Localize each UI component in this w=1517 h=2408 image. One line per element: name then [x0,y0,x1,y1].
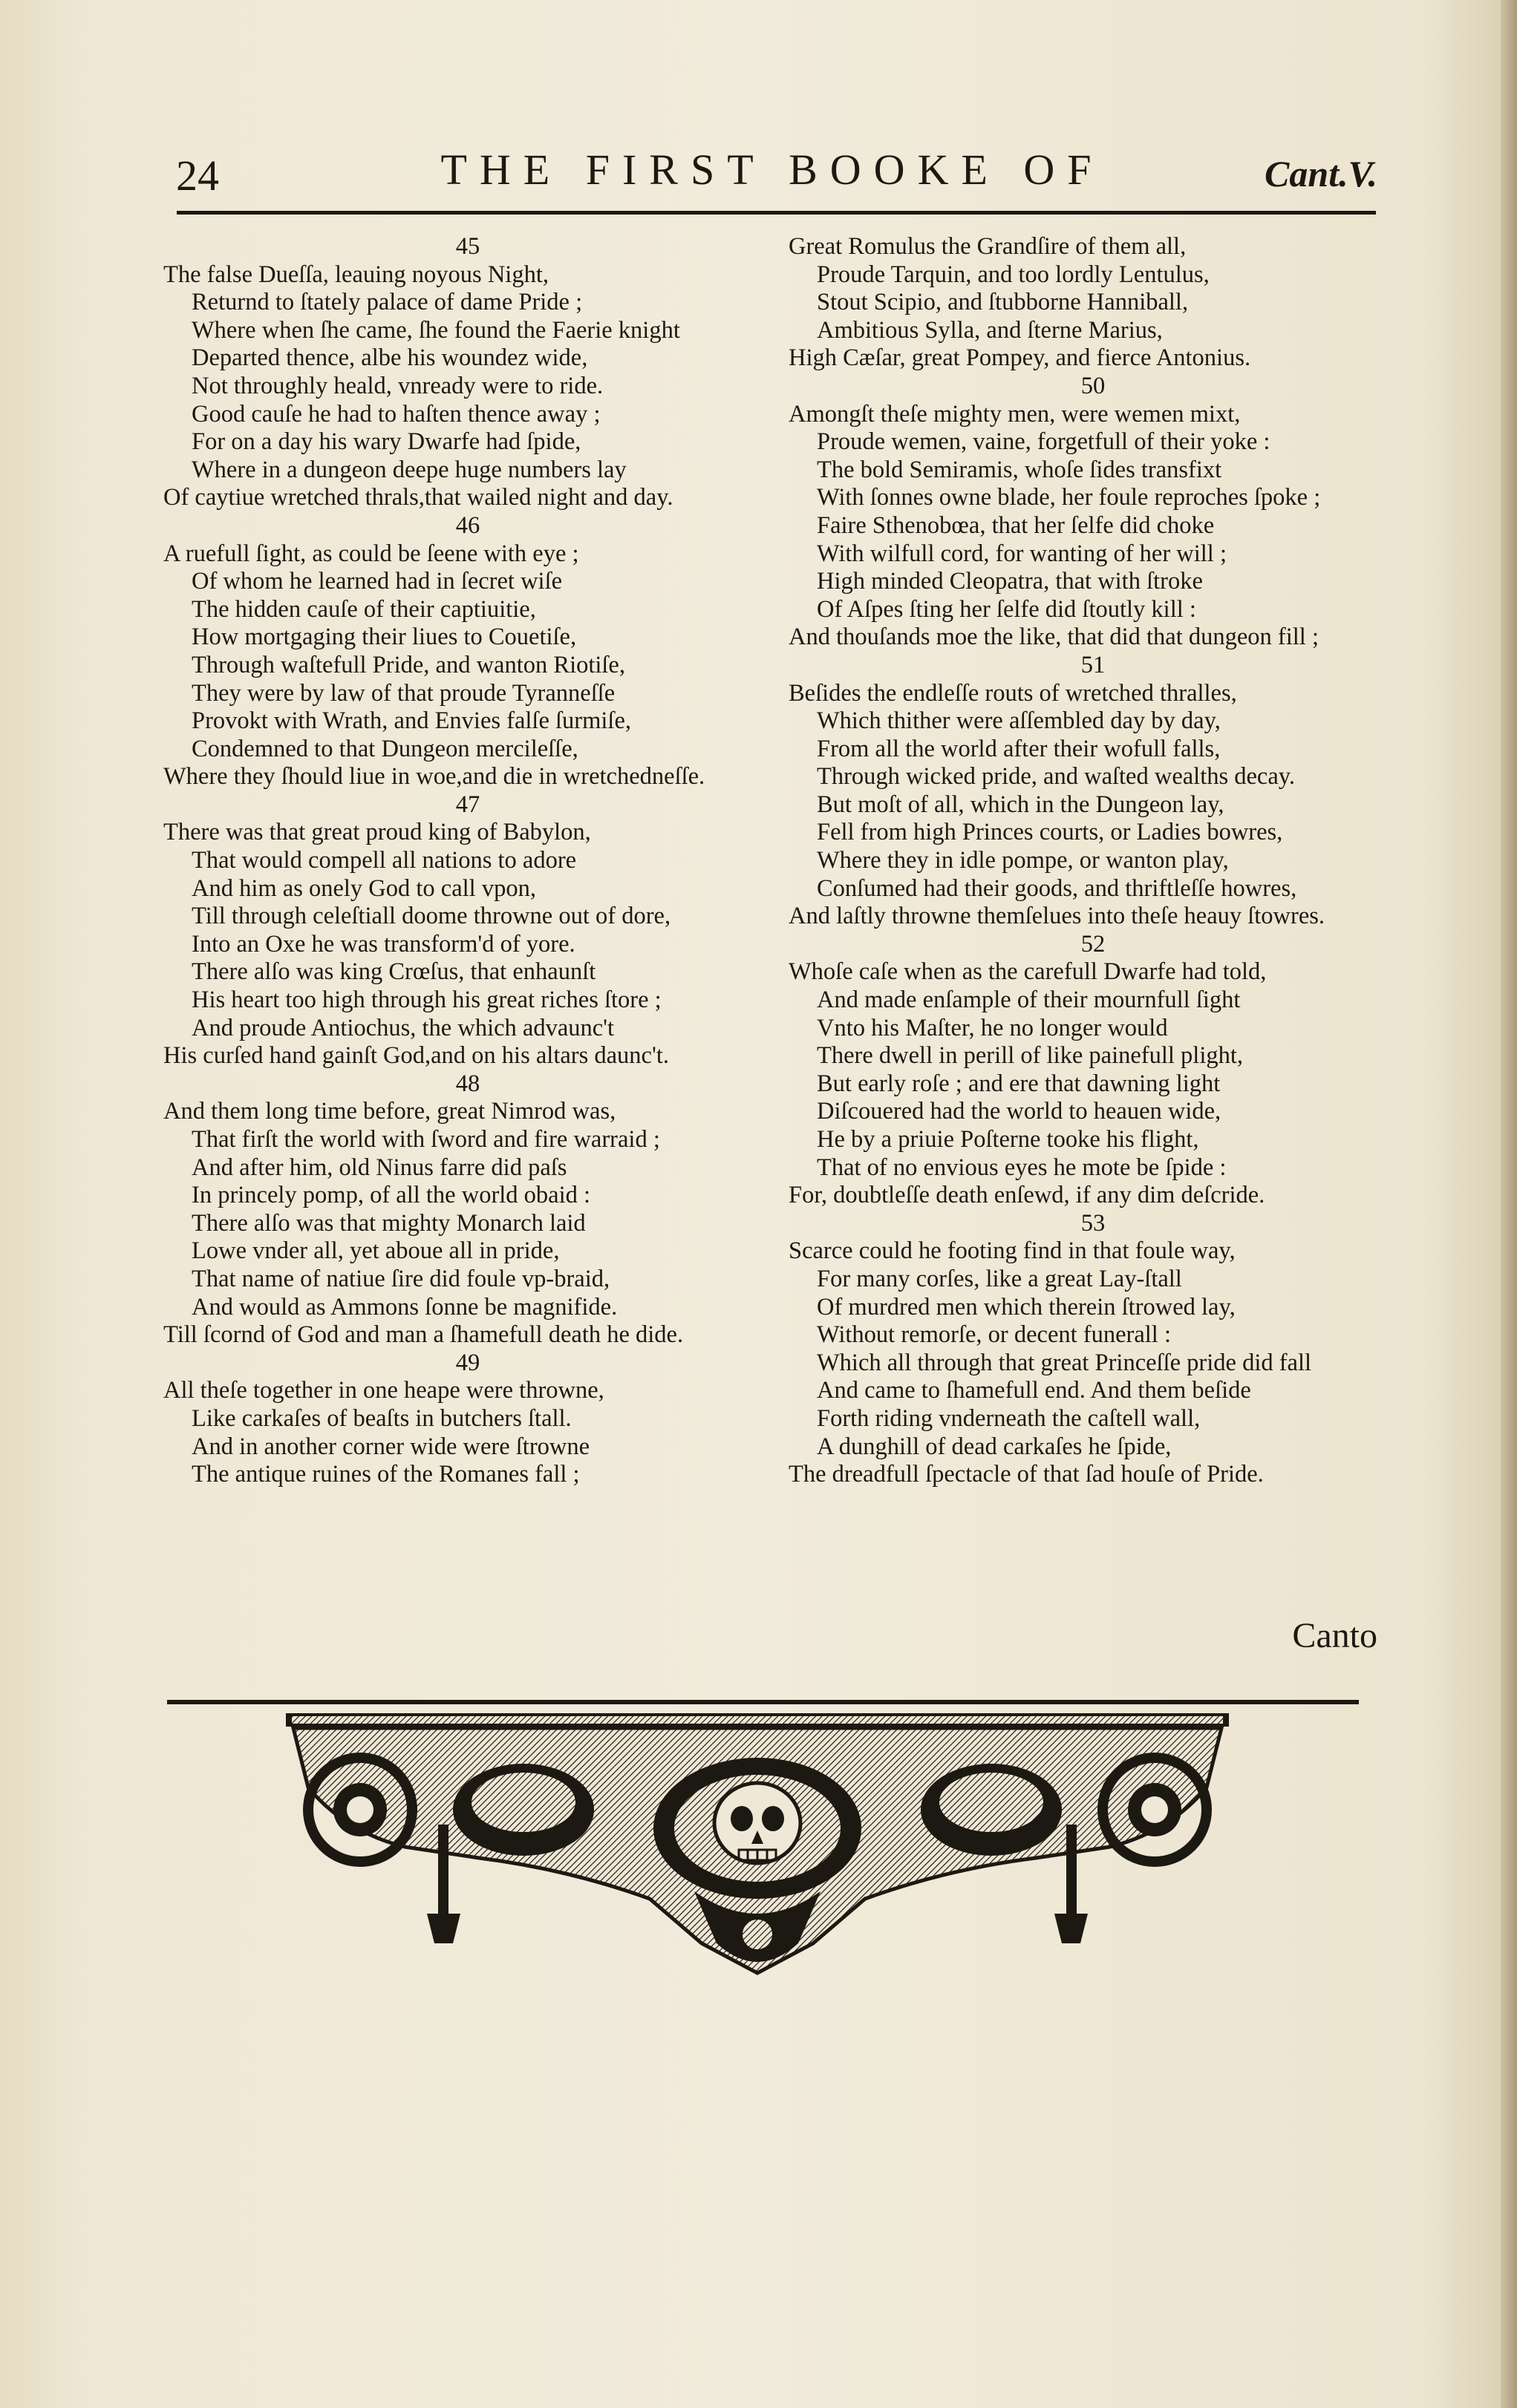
verse-line: High Cæſar, great Pompey, and fierce Antonius. [789,344,1251,372]
verse-line: Proude Tarquin, and too lordly Lentulus, [817,261,1210,288]
verse-line: For many corſes, like a great Lay-ſtall [817,1265,1182,1292]
verse-line: Ambitious Sylla, and ſterne Marius, [817,316,1163,344]
verse-line: Till through celeſtiall doome throwne out of dore, [192,903,671,930]
verse-line: The false Dueſſa, leauing noyous Night, [163,261,549,288]
verse-line: Of Aſpes ſting her ſelfe did ſtoutly kill : [817,595,1196,623]
verse-line: There dwell in perill of like painefull plight, [817,1042,1244,1070]
verse-line: How mortgaging their liues to Couetiſe, [192,624,577,651]
verse-line: Fell from high Princes courts, or Ladies bowres, [817,819,1283,846]
verse-line: Stout Scipio, and ſtubborne Hanniball, [817,289,1189,316]
stanza [789,233,1375,373]
verse-line: There alſo was king Crœſus, that enhaunſt [192,958,596,986]
verse-line: A dunghill of dead carkaſes he ſpide, [817,1433,1172,1460]
header-rule [177,211,1376,215]
verse-line: And proude Antiochus, the which advaunc't [192,1014,615,1041]
catchword: Canto [1292,1616,1377,1655]
verse-line: The bold Semiramis, whoſe ſides transfixt [817,456,1222,483]
stanza-number: 52 [1080,930,1106,958]
verse-line: Till ſcornd of God and man a ſhamefull death he dide. [163,1321,684,1349]
verse-line: Beſides the endleſſe routs of wretched thralles, [789,679,1237,707]
verse-line: Of whom he learned had in ſecret wiſe [192,568,563,595]
verse-line: Vnto his Maſter, he no longer would [817,1014,1168,1041]
verse-line: Condemned to that Dungeon mercileſſe, [192,735,578,762]
stanza [789,1210,1375,1489]
verse-line: Good cauſe he had to haſten thence away ; [192,400,601,428]
verse-line: There was that great proud king of Babylon, [163,819,591,846]
verse-line: That name of natiue ſire did foule vp-braid, [192,1265,610,1292]
verse-line: That of no envious eyes he mote be ſpide : [817,1154,1227,1181]
verse-line: Where they in idle pompe, or wanton play, [817,847,1229,874]
stanza-number: 53 [1080,1209,1106,1237]
verse-line: Through wicked pride, and waſted wealths decay. [817,763,1296,791]
verse-line: All theſe together in one heape were throwne, [163,1377,604,1404]
verse-line: And them long time before, great Nimrod was, [163,1098,616,1125]
stanza-number: 51 [1080,651,1106,678]
verse-line: Departed thence, albe his woundez wide, [192,344,588,372]
verse-line: Scarce could he footing find in that foule way, [789,1237,1236,1265]
verse-line: Provokt with Wrath, and Envies falſe ſurmiſe, [192,707,631,735]
verse-line: The dreadfull ſpectacle of that ſad houſe of Pride. [789,1461,1264,1488]
verse-line: And in another corner wide were ſtrowne [192,1433,590,1460]
running-title: THE FIRST BOOKE OF [440,145,1104,194]
skull-tailpiece-icon [278,1698,1236,1980]
verse-line: Without remorſe, or decent funerall : [817,1321,1171,1349]
verse-line: They were by law of that proude Tyranneſſe [192,679,616,707]
verse-line: A ruefull ſight, as could be ſeene with eye ; [163,540,579,567]
verse-line: Into an Oxe he was transform'd of yore. [192,930,575,958]
verse-line: Whoſe caſe when as the carefull Dwarfe had told, [789,958,1267,986]
verse-line: Diſcouered had the world to heauen wide, [817,1098,1221,1125]
verse-line: And would as Ammons ſonne be magnifide. [192,1293,618,1321]
canto-reference: Cant.V. [1265,153,1377,194]
verse-line: With ſonnes owne blade, her foule reproches ſpoke ; [817,484,1321,511]
stanza [163,512,750,791]
stanza-number: 45 [455,233,480,260]
verse-line: In princely pomp, of all the world obaid : [192,1182,591,1209]
verse-line: Lowe vnder all, yet aboue all in pride, [192,1237,560,1265]
verse-line: Faire Sthenobœa, that her ſelfe did choke [817,511,1215,539]
verse-line: And him as onely God to call vpon, [192,874,536,902]
verse-line: For on a day his wary Dwarfe had ſpide, [192,428,581,456]
stanza-number: 50 [1080,372,1106,399]
verse-line: And thouſands moe the like, that did that dungeon fill ; [789,624,1319,651]
verse-line: And after him, old Ninus farre did paſs [192,1154,567,1181]
stanza [163,791,750,1070]
verse-line: Where when ſhe came, ſhe found the Faerie knight [192,316,680,344]
verse-line: Great Romulus the Grandſire of them all, [789,233,1187,260]
verse-line: He by a priuie Poſterne tooke his flight, [817,1126,1199,1153]
verse-line: Through waſtefull Pride, and wanton Riotiſe, [192,651,625,678]
verse-line: Returnd to ſtately palace of dame Pride ; [192,289,583,316]
stanza-number: 48 [455,1070,480,1097]
verse-line: Of caytiue wretched thrals,that wailed night and day. [163,484,673,511]
page-number: 24 [176,151,219,200]
stanza-number: 49 [455,1349,480,1376]
verse-line: That firſt the world with ſword and fire warraid ; [192,1126,660,1153]
verse-line: Which thither were aſſembled day by day, [817,707,1221,735]
verse-line: But early roſe ; and ere that dawning light [817,1070,1221,1097]
verse-line: Proude wemen, vaine, forgetfull of their yoke : [817,428,1270,456]
stanza-number: 47 [455,791,480,818]
verse-line: And came to ſhamefull end. And them beſide [817,1377,1251,1404]
stanza-number: 46 [455,511,480,539]
page-header [167,145,1377,204]
verse-line: That would compell all nations to adore [192,847,577,874]
verse-line: And made enſample of their mournfull ſight [817,987,1241,1014]
verse-line: Amongſt theſe mighty men, were wemen mixt, [789,400,1241,428]
verse-line: Which all through that great Princeſſe pride did fall [817,1349,1312,1376]
stanza [163,1070,750,1349]
verse-line: Of murdred men which therein ſtrowed lay, [817,1293,1236,1321]
stanza [163,1349,750,1489]
page-binding [1501,0,1517,2408]
verse-line: Forth riding vnderneath the caſtell wall, [817,1404,1201,1432]
right-column [789,233,1375,1489]
verse-line: Like carkaſes of beaſts in butchers ſtall. [192,1404,572,1432]
verse-line: His heart too high through his great riches ſtore ; [192,987,662,1014]
verse-line: Conſumed had their goods, and thriftleſſe howres, [817,874,1297,902]
verse-line: The antique ruines of the Romanes fall ; [192,1461,580,1488]
verse-line: Where in a dungeon deepe huge numbers lay [192,456,627,483]
stanza [789,652,1375,931]
verse-line: Not throughly heald, vnready were to ride. [192,372,604,399]
verse-line: With wilfull cord, for wanting of her will ; [817,540,1227,567]
verse-line: High minded Cleopatra, that with ſtroke [817,568,1203,595]
verse-line: The hidden cauſe of their captiuitie, [192,595,536,623]
stanza [789,373,1375,652]
stanza [789,931,1375,1210]
verse-line: Where they ſhould liue in woe,and die in wretchedneſſe. [163,763,705,791]
stanza [163,233,750,512]
verse-line: There alſo was that mighty Monarch laid [192,1209,586,1237]
verse-line: For, doubtleſſe death enſewd, if any dim deſcride. [789,1182,1265,1209]
verse-line: From all the world after their wofull falls, [817,735,1221,762]
verse-line: His curſed hand gainſt God,and on his altars daunc't. [163,1042,669,1070]
verse-line: But moſt of all, which in the Dungeon lay, [817,791,1224,818]
verse-line: And laſtly throwne themſelues into theſe heauy ſtowres. [789,903,1325,930]
left-column [163,233,750,1489]
